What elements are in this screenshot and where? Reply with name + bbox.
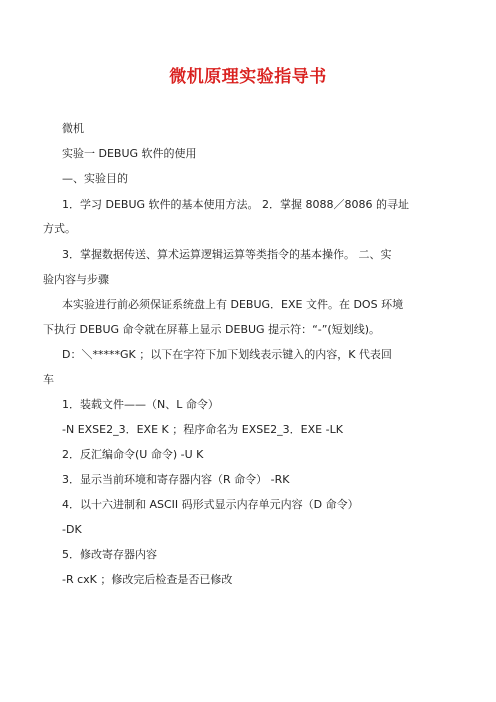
text-line: 5．修改寄存器内容 [62, 548, 157, 561]
text-line: 1．学习 DEBUG 软件的基本使用方法。 2．掌握 8088／8086 的寻址 [62, 198, 410, 211]
text-line: 验内容与步骤 [43, 273, 109, 286]
text-line: 3．掌握数据传送、算术运算逻辑运算等类指令的基本操作。 二、实 [62, 248, 392, 261]
text-line: -DK [62, 523, 82, 536]
text-line: 微机 [62, 122, 84, 135]
text-line: 实验一 DEBUG 软件的使用 [62, 147, 197, 160]
text-line: —、实验目的 [62, 172, 128, 185]
text-line: 1．装载文件——（N、L 命令） [62, 398, 219, 411]
text-line: 3．显示当前环境和寄存器内容（R 命令） -RK [62, 473, 290, 486]
text-line: 本实验进行前必须保证系统盘上有 DEBUG．EXE 文件。在 DOS 环境 [62, 298, 404, 311]
text-line: 4．以十六进制和 ASCII 码形式显示内存单元内容（D 命令） [62, 498, 359, 511]
text-line: 方式。 [43, 222, 76, 235]
text-line: 2．反汇编命令(U 命令) -U K [62, 448, 204, 461]
document-title: 微机原理实验指导书 [169, 67, 327, 87]
text-line: 车 [43, 373, 54, 386]
text-line: D：＼*****GK ；以下在字符下加下划线表示键入的内容，K 代表回 [62, 348, 392, 361]
text-line: 下执行 DEBUG 命令就在屏幕上显示 DEBUG 提示符：“-”(短划线)。 [43, 323, 381, 336]
text-line: -R cxK ；修改完后检查是否已修改 [62, 573, 233, 586]
text-line: -N EXSE2_3．EXE K ；程序命名为 EXSE2_3．EXE -LK [62, 423, 343, 436]
